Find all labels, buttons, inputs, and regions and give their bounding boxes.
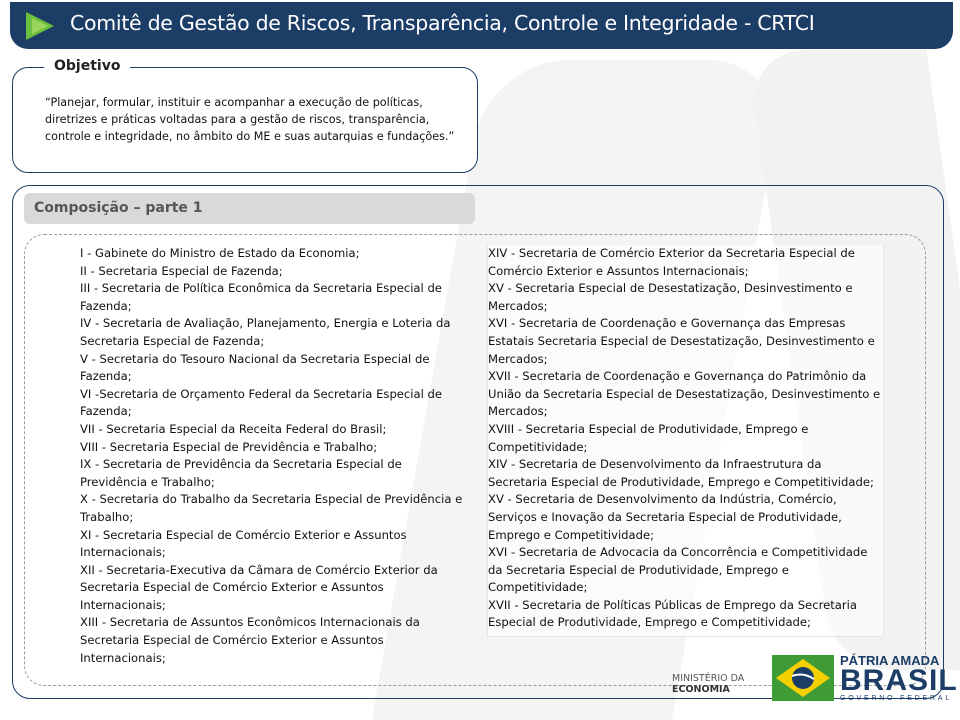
brazil-flag-logo-icon bbox=[772, 655, 834, 701]
list-item: XI - Secretaria Especial de Comércio Exterior e Assuntos Internacionais; bbox=[80, 527, 407, 560]
objetivo-box bbox=[12, 67, 478, 173]
list-item: XVII - Secretaria de Políticas Públicas de Emprego da Secretaria Especial de Produtividade, Emprego e Competitividade; bbox=[488, 597, 857, 630]
list-item: X - Secretaria do Trabalho da Secretaria Especial de Previdência e Trabalho; bbox=[80, 492, 463, 524]
list-item: IV - Secretaria de Avaliação, Planejamento, Energia e Loteria da Secretaria Especial de Fazenda; bbox=[80, 316, 451, 348]
list-item: XVII - Secretaria de Coordenação e Governança do Patrimônio da União da Secretaria Especial de Desestatização, Desinvestimento e Mercados; bbox=[488, 369, 881, 419]
list-item: XV - Secretaria Especial de Desestatização, Desinvestimento e Mercados; bbox=[488, 281, 853, 313]
brand-line1: PÁTRIA AMADA bbox=[840, 653, 940, 668]
list-item: XV - Secretaria de Desenvolvimento da Indústria, Comércio, Serviços e Inovação da Secretaria Especial de Produtividade, Emprego e Competitividade; bbox=[488, 492, 842, 542]
ministry-logo-text bbox=[672, 673, 744, 695]
page-title: Comitê de Gestão de Riscos, Transparência, Controle e Integridade - CRTCI bbox=[70, 11, 815, 35]
objetivo-line: diretrizes e práticas voltadas para a gestão de riscos, transparência, bbox=[45, 113, 430, 126]
list-item: XII - Secretaria-Executiva da Câmara de Comércio Exterior da Secretaria Especial de Comércio Exterior e Assuntos Internacionais; bbox=[80, 562, 438, 612]
brand-line2: BRASIL bbox=[840, 664, 958, 697]
list-item: II - Secretaria Especial de Fazenda; bbox=[80, 263, 283, 278]
list-item: V - Secretaria do Tesouro Nacional da Secretaria Especial de Fazenda; bbox=[80, 351, 430, 384]
list-item: VIII - Secretaria Especial de Previdência e Trabalho; bbox=[80, 439, 378, 454]
list-item: XVI - Secretaria de Advocacia da Concorrência e Competitividade da Secretaria Especial de Produtividade, Emprego e Competitividade; bbox=[488, 545, 868, 595]
list-item: XVIII - Secretaria Especial de Produtividade, Emprego e Competitividade; bbox=[488, 421, 809, 454]
list-item: XIV - Secretaria de Comércio Exterior da Secretaria Especial de Comércio Exterior e Assuntos Internacionais; bbox=[488, 246, 855, 278]
list-item: VII - Secretaria Especial da Receita Federal do Brasil; bbox=[80, 421, 387, 436]
list-item: XIV - Secretaria de Desenvolvimento da Infraestrutura da Secretaria Especial de Produtividade, Emprego e Competitividade; bbox=[488, 457, 874, 489]
objetivo-line: controle e integridade, no âmbito do ME e suas autarquias e fundações.” bbox=[45, 130, 455, 143]
list-item: VI -Secretaria de Orçamento Federal da Secretaria Especial de Fazenda; bbox=[80, 386, 443, 419]
objetivo-text bbox=[45, 94, 465, 145]
composicao-label-bar bbox=[24, 193, 475, 224]
list-item: III - Secretaria de Política Econômica da Secretaria Especial de Fazenda; bbox=[80, 281, 442, 313]
list-item: XVI - Secretaria de Coordenação e Governança das Empresas Estatais Secretaria Especial de Desestatização, Desinvestimento e Mercados; bbox=[488, 316, 875, 366]
list-item: XIII - Secretaria de Assuntos Econômicos Internacionais da Secretaria Especial de Comércio Exterior e Assuntos Internacionais; bbox=[80, 615, 420, 665]
composicao-list-right bbox=[487, 245, 884, 637]
objetivo-line: “Planejar, formular, instituir e acompanhar a execução de políticas, bbox=[45, 96, 423, 109]
list-item: IX - Secretaria de Previdência da Secretaria Especial de Previdência e Trabalho; bbox=[80, 457, 402, 489]
ministry-line1: MINISTÉRIO DA bbox=[672, 673, 745, 684]
objetivo-label: Objetivo bbox=[44, 58, 130, 74]
play-arrow-icon bbox=[24, 10, 60, 42]
header-bar bbox=[10, 2, 953, 49]
list-item: I - Gabinete do Ministro de Estado da Economia; bbox=[80, 246, 360, 260]
composicao-list-left bbox=[80, 245, 472, 667]
composicao-label: Composição – parte 1 bbox=[34, 200, 203, 216]
brand-line3: GOVERNO FEDERAL bbox=[840, 695, 953, 702]
ministry-line2: ECONOMIA bbox=[672, 684, 730, 695]
brand-logo-text bbox=[840, 654, 958, 703]
